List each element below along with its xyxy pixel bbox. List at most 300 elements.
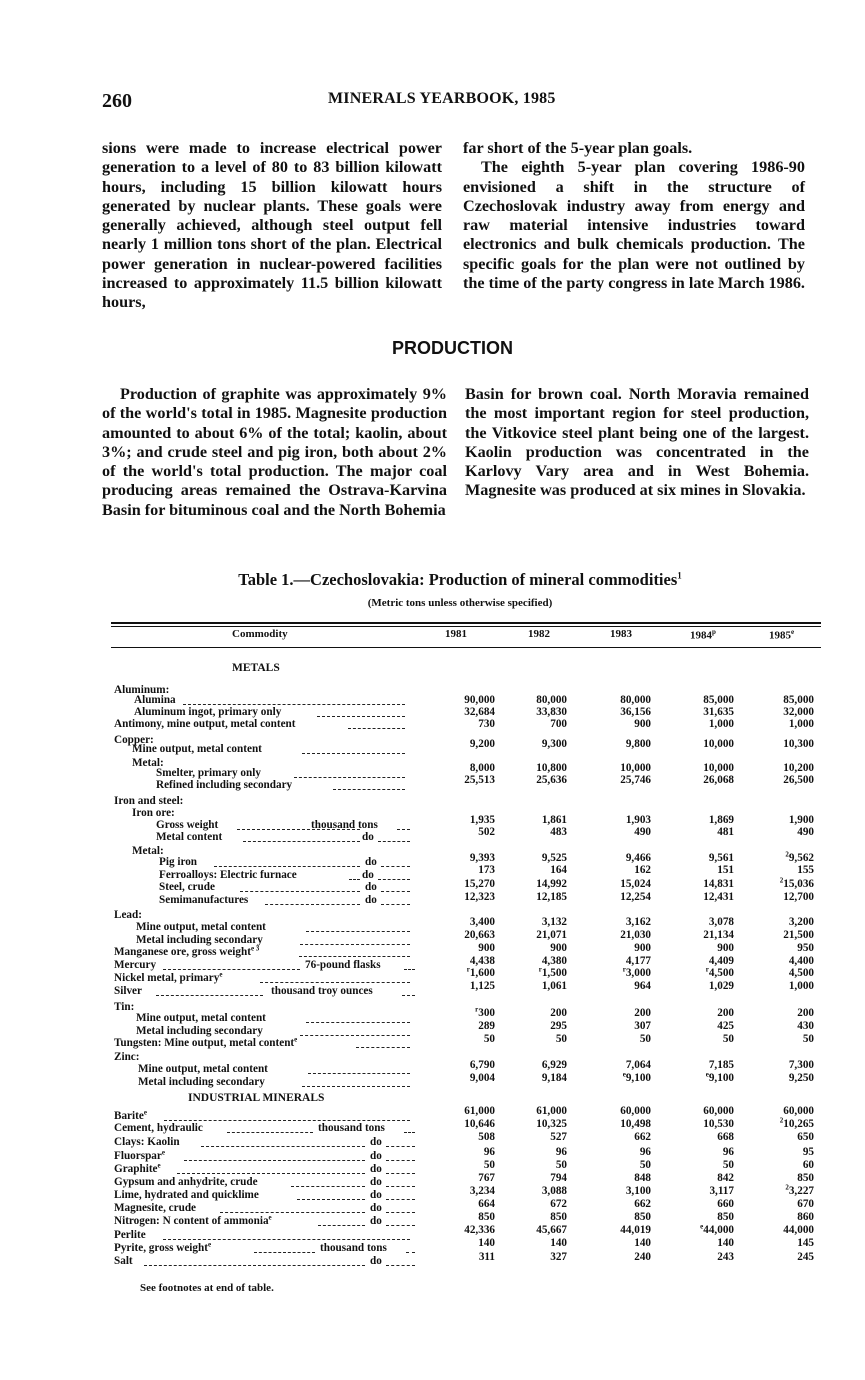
- leader-dots: [302, 1074, 410, 1087]
- leader-dots: [291, 1174, 365, 1187]
- value-cell: 96: [483, 1146, 495, 1158]
- value-cell: 21,500: [783, 929, 814, 941]
- value-cell: 12,700: [783, 891, 814, 903]
- row-unit: do: [370, 1176, 382, 1188]
- value-cell: 3,200: [788, 916, 814, 928]
- table-row: [0, 795, 865, 807]
- leader-dots: [144, 1253, 365, 1266]
- value-cell: 6,929: [541, 1059, 567, 1071]
- value-cell: 15,270: [464, 878, 495, 890]
- row-label: Smelter, primary only: [156, 767, 261, 779]
- value-cell: 10,646: [464, 1118, 495, 1130]
- value-cell: 14,992: [536, 878, 567, 890]
- leader-dots: [156, 983, 263, 996]
- value-cell: 4,177: [625, 955, 651, 967]
- row-unit: thousand troy ounces: [271, 985, 373, 997]
- row-label: Mine output, metal content: [132, 743, 262, 755]
- value-cell: 50: [802, 1033, 814, 1045]
- value-cell: 162: [634, 864, 651, 876]
- value-footnote: r: [466, 965, 470, 974]
- table-top-rule: [111, 622, 821, 624]
- value-cell: 767: [478, 1172, 495, 1184]
- value-cell: 25,513: [464, 774, 495, 786]
- footnote-note: See footnotes at end of table.: [140, 1282, 274, 1294]
- leader-dots: [302, 741, 405, 754]
- value-cell: 3,400: [469, 916, 495, 928]
- row-label: Graphite$^e$: [114, 1161, 161, 1175]
- leader-dots: [163, 1227, 410, 1240]
- value-cell: 50: [722, 1159, 734, 1171]
- value-cell: 1,869: [708, 814, 734, 826]
- unit-leader-dots: [404, 1120, 415, 1133]
- row-label: Pig iron: [159, 856, 198, 868]
- value-cell: 50: [555, 1033, 567, 1045]
- value-cell: 36,156: [620, 706, 651, 718]
- value-cell: 10,300: [783, 738, 814, 750]
- value-cell: $^e$44,000: [700, 1222, 734, 1236]
- value-cell: 50: [555, 1159, 567, 1171]
- value-cell: 173: [478, 864, 495, 876]
- production-right-paragraph: Basin for brown coal. North Moravia remained the most important region for steel production, the Vitkovice steel plant being one of the largest. Kaolin production was concentrated in the Karlovy Vary area and in West Bohemia. Magnesite was produced at six mines in Slovakia.: [465, 385, 809, 500]
- value-cell: 10,800: [536, 762, 567, 774]
- value-cell: 31,635: [703, 706, 734, 718]
- leader-dots: [299, 944, 410, 957]
- value-cell: 50: [483, 1159, 495, 1171]
- value-cell: 900: [634, 942, 651, 954]
- row-label: Fluorspar$^e$: [114, 1148, 165, 1162]
- unit-leader-dots: [406, 1240, 415, 1253]
- value-footnote: r: [705, 965, 709, 974]
- row-unit: do: [365, 894, 377, 906]
- header-1983: 1983: [610, 628, 632, 640]
- value-cell: 9,525: [541, 852, 567, 864]
- header-1984-text: 1984: [690, 629, 712, 642]
- table-title: [0, 570, 865, 590]
- value-cell: 964: [634, 980, 651, 992]
- value-cell: 45,667: [536, 1224, 567, 1236]
- unit-leader-dots: [386, 1187, 415, 1200]
- row-unit: do: [370, 1136, 382, 1148]
- row-unit: do: [362, 831, 374, 843]
- value-cell: 80,000: [620, 694, 651, 706]
- header-1982: 1982: [528, 628, 550, 640]
- row-unit: do: [370, 1189, 382, 1201]
- value-cell: 650: [797, 1131, 814, 1143]
- value-cell: 311: [478, 1251, 495, 1263]
- row-label: Tin:: [114, 1001, 135, 1013]
- row-label: Copper:: [114, 734, 154, 746]
- value-cell: 12,254: [620, 891, 651, 903]
- value-cell: 700: [550, 718, 567, 730]
- value-cell: 50: [722, 1033, 734, 1045]
- row-label: Zinc:: [114, 1051, 140, 1063]
- value-cell: 850: [717, 1211, 734, 1223]
- value-cell: 4,380: [541, 955, 567, 967]
- unit-leader-dots: [378, 829, 410, 842]
- row-label: Metal content: [156, 831, 223, 843]
- value-cell: 60,000: [620, 1105, 651, 1117]
- row-label: Metal including secondary: [136, 1025, 263, 1037]
- value-cell: 10,325: [536, 1118, 567, 1130]
- value-cell: $^2$3,227: [785, 1183, 814, 1197]
- value-cell: 85,000: [783, 694, 814, 706]
- value-cell: 850: [797, 1172, 814, 1184]
- value-cell: 730: [478, 718, 495, 730]
- value-cell: $^2$10,265: [779, 1116, 814, 1130]
- value-cell: 10,000: [703, 762, 734, 774]
- value-cell: 1,935: [469, 814, 495, 826]
- value-cell: 670: [797, 1198, 814, 1210]
- row-unit: 76-pound flasks: [305, 959, 381, 971]
- value-cell: 243: [717, 1251, 734, 1263]
- value-cell: 50: [483, 1033, 495, 1045]
- value-cell: 900: [634, 718, 651, 730]
- row-label: Aluminum:: [114, 684, 170, 696]
- row-label: Metal:: [132, 757, 164, 769]
- row-label-footnote: e: [268, 1213, 272, 1222]
- row-label-footnote: e: [157, 1161, 161, 1170]
- row-label: Mine output, metal content: [136, 1012, 266, 1024]
- value-cell: $^r$1,600: [466, 965, 495, 979]
- row-label: Pyrite, gross weight$^e$: [114, 1240, 212, 1254]
- row-unit: do: [370, 1150, 382, 1162]
- row-label: Nickel metal, primary$^e$: [114, 970, 223, 984]
- value-footnote: r: [622, 965, 626, 974]
- value-cell: 9,184: [541, 1072, 567, 1084]
- value-cell: 8,000: [469, 762, 495, 774]
- value-cell: 12,185: [536, 891, 567, 903]
- row-label: Mine output, metal content: [136, 921, 266, 933]
- leader-dots: [201, 1134, 365, 1147]
- value-cell: 151: [717, 864, 734, 876]
- value-cell: $^e$9,100: [705, 1070, 734, 1084]
- value-cell: 200: [797, 1007, 814, 1019]
- value-cell: 60,000: [703, 1105, 734, 1117]
- row-label: Magnesite, crude: [114, 1202, 197, 1214]
- row-label: Metal including secondary: [138, 1076, 265, 1088]
- value-cell: 295: [550, 1020, 567, 1032]
- value-cell: 307: [634, 1020, 651, 1032]
- value-cell: 61,000: [536, 1105, 567, 1117]
- row-unit: do: [365, 856, 377, 868]
- value-cell: 1,000: [788, 980, 814, 992]
- value-cell: 430: [797, 1020, 814, 1032]
- value-cell: 96: [555, 1146, 567, 1158]
- row-label: Cement, hydraulic: [114, 1122, 203, 1134]
- value-cell: 1,903: [625, 814, 651, 826]
- value-cell: 25,636: [536, 774, 567, 786]
- value-cell: 3,117: [709, 1185, 734, 1197]
- leader-dots: [177, 1161, 365, 1174]
- row-label: Iron ore:: [132, 807, 175, 819]
- value-cell: $^r$3,000: [622, 965, 651, 979]
- header-1985: [769, 628, 794, 642]
- value-cell: 860: [797, 1211, 814, 1223]
- value-cell: 96: [722, 1146, 734, 1158]
- value-cell: 668: [717, 1131, 734, 1143]
- value-cell: 3,100: [625, 1185, 651, 1197]
- value-cell: 6,790: [469, 1059, 495, 1071]
- value-cell: 20,663: [464, 929, 495, 941]
- value-cell: 42,336: [464, 1224, 495, 1236]
- section-title: PRODUCTION: [392, 338, 513, 358]
- row-label-footnote: e: [219, 970, 223, 979]
- value-cell: 1,000: [708, 718, 734, 730]
- value-cell: 44,000: [783, 1224, 814, 1236]
- row-label: Refined including secondary: [156, 779, 293, 791]
- row-label: Clays: Kaolin: [114, 1136, 180, 1148]
- value-cell: 4,409: [708, 955, 734, 967]
- row-unit: do: [362, 869, 374, 881]
- value-cell: 3,132: [541, 916, 567, 928]
- value-cell: 10,498: [620, 1118, 651, 1130]
- row-label: Lead:: [114, 909, 142, 921]
- value-cell: 900: [550, 942, 567, 954]
- value-cell: 1,029: [708, 980, 734, 992]
- header-1981: 1981: [445, 628, 467, 640]
- value-cell: $^e$9,100: [622, 1070, 651, 1084]
- value-cell: 850: [478, 1211, 495, 1223]
- value-footnote: 2: [785, 1183, 789, 1192]
- value-cell: 662: [634, 1131, 651, 1143]
- value-cell: 9,250: [788, 1072, 814, 1084]
- value-cell: 7,185: [708, 1059, 734, 1071]
- leader-dots: [306, 1010, 410, 1023]
- value-cell: 527: [550, 1131, 567, 1143]
- value-cell: 794: [550, 1172, 567, 1184]
- leader-dots: [254, 1240, 315, 1253]
- value-cell: 140: [550, 1237, 567, 1249]
- value-cell: 12,431: [703, 891, 734, 903]
- value-cell: 490: [634, 826, 651, 838]
- value-cell: 96: [639, 1146, 651, 1158]
- row-label: Perlite: [114, 1229, 146, 1241]
- value-cell: 850: [634, 1211, 651, 1223]
- intro-left-paragraph: sions were made to increase electrical power generation to a level of 80 to 83 billion kilowatt hours, including 15 billion kilowatt hours generated by nuclear plants. These goals were generally achieved, although steel output fell nearly 1 million tons short of the plan. Electrical power generation in nuclear-powered facilities increased to approximately 11.5 billion kilowatt hours,: [102, 139, 442, 312]
- value-cell: 200: [717, 1007, 734, 1019]
- unit-leader-dots: [381, 879, 410, 892]
- value-cell: 25,746: [620, 774, 651, 786]
- row-label: Iron and steel:: [114, 795, 184, 807]
- row-unit: do: [370, 1202, 382, 1214]
- unit-leader-dots: [386, 1200, 415, 1213]
- header-1984-flag: p: [712, 628, 716, 636]
- value-cell: 145: [797, 1237, 814, 1249]
- value-cell: 80,000: [536, 694, 567, 706]
- row-label: Nitrogen: N content of ammonia$^e$: [114, 1213, 272, 1227]
- value-cell: 12,323: [464, 891, 495, 903]
- row-label: Aluminum ingot, primary only: [134, 706, 282, 718]
- value-cell: 140: [478, 1237, 495, 1249]
- row-label: Manganese ore, gross weight$^{e 3}$: [114, 944, 260, 958]
- value-cell: 9,200: [469, 738, 495, 750]
- unit-leader-dots: [404, 957, 415, 970]
- row-label-footnote: e: [143, 1108, 147, 1117]
- row-label: Steel, crude: [159, 881, 215, 893]
- value-cell: 155: [797, 864, 814, 876]
- row-label: Lime, hydrated and quicklime: [114, 1189, 259, 1201]
- value-cell: 327: [550, 1251, 567, 1263]
- value-cell: 14,831: [703, 878, 734, 890]
- header-1985-flag: e: [791, 628, 795, 636]
- value-cell: 60,000: [783, 1105, 814, 1117]
- leader-dots: [220, 1200, 365, 1213]
- value-cell: 15,024: [620, 878, 651, 890]
- row-label: Silver: [114, 985, 142, 997]
- table-title-text: Table 1.—Czechoslovakia: Production of mineral commodities: [238, 570, 678, 589]
- intro-right-paragraph-2: The eighth 5-year plan covering 1986-90 envisioned a shift in the structure of Czechoslovak industry away from energy and raw material intensive industries toward electronics and bulk chemicals production. The specific goals for the plan were not outlined by the time of the party congress in late March 1986.: [463, 158, 805, 293]
- row-label: Ferroalloys: Electric furnace: [159, 869, 297, 881]
- unit-leader-dots: [381, 892, 410, 905]
- value-cell: 140: [717, 1237, 734, 1249]
- value-cell: 4,400: [788, 955, 814, 967]
- value-cell: 85,000: [703, 694, 734, 706]
- value-cell: 32,000: [783, 706, 814, 718]
- header-1985-text: 1985: [769, 629, 791, 642]
- header-1984: [690, 628, 716, 642]
- value-cell: 3,162: [625, 916, 651, 928]
- value-cell: 9,800: [625, 738, 651, 750]
- value-cell: 1,000: [788, 718, 814, 730]
- value-cell: 21,071: [536, 929, 567, 941]
- row-label: Metal:: [132, 845, 164, 857]
- value-footnote: r: [538, 965, 542, 974]
- leader-dots: [356, 1035, 410, 1048]
- value-cell: 490: [797, 826, 814, 838]
- value-cell: 9,466: [625, 852, 651, 864]
- value-cell: 4,500: [788, 967, 814, 979]
- unit-leader-dots: [386, 1174, 415, 1187]
- value-cell: $^r$1,500: [538, 965, 567, 979]
- unit-leader-dots: [386, 1148, 415, 1161]
- value-cell: 900: [478, 942, 495, 954]
- leader-dots: [308, 1061, 410, 1074]
- row-unit: thousand tons: [318, 1122, 385, 1134]
- row-label: Gypsum and anhydrite, crude: [114, 1176, 258, 1188]
- unit-leader-dots: [386, 1253, 415, 1266]
- row-unit: thousand tons: [311, 819, 378, 831]
- value-cell: 900: [717, 942, 734, 954]
- row-label-footnote: e: [294, 1035, 298, 1044]
- leader-dots: [184, 1148, 365, 1161]
- value-cell: 950: [797, 942, 814, 954]
- value-cell: 26,500: [783, 774, 814, 786]
- leader-dots: [265, 892, 360, 905]
- value-cell: 10,530: [703, 1118, 734, 1130]
- value-cell: 60: [802, 1159, 814, 1171]
- unit-leader-dots: [386, 1134, 415, 1147]
- unit-leader-dots: [402, 983, 415, 996]
- value-cell: 289: [478, 1020, 495, 1032]
- value-cell: $^r$300: [475, 1005, 495, 1019]
- leader-dots: [306, 919, 410, 932]
- leader-dots: [333, 777, 405, 790]
- value-cell: 3,078: [708, 916, 734, 928]
- value-cell: 9,004: [469, 1072, 495, 1084]
- value-cell: 664: [478, 1198, 495, 1210]
- row-label: Barite$^e$: [114, 1108, 147, 1122]
- section-metals: METALS: [232, 662, 280, 674]
- running-header: MINERALS YEARBOOK, 1985: [328, 90, 556, 107]
- value-cell: 1,900: [788, 814, 814, 826]
- table-subtitle: (Metric tons unless otherwise specified): [367, 597, 553, 609]
- row-label: Mine output, metal content: [138, 1063, 268, 1075]
- row-label: Alumina: [134, 694, 176, 706]
- row-label: Metal including secondary: [136, 934, 263, 946]
- value-cell: 9,561: [708, 852, 734, 864]
- value-footnote: e: [700, 1222, 704, 1231]
- table-top-rule-thin: [111, 626, 821, 627]
- intro-left-column: [102, 139, 442, 313]
- value-cell: 7,300: [788, 1059, 814, 1071]
- leader-dots: [260, 970, 410, 983]
- unit-leader-dots: [386, 1161, 415, 1174]
- value-cell: 21,030: [620, 929, 651, 941]
- value-cell: 240: [634, 1251, 651, 1263]
- value-cell: 848: [634, 1172, 651, 1184]
- value-cell: $^r$4,500: [705, 965, 734, 979]
- value-cell: 672: [550, 1198, 567, 1210]
- value-cell: 50: [639, 1033, 651, 1045]
- value-cell: 21,134: [703, 929, 734, 941]
- value-cell: $^2$15,036: [779, 876, 814, 890]
- leader-dots: [348, 716, 405, 729]
- row-unit: do: [370, 1215, 382, 1227]
- value-footnote: 2: [779, 876, 784, 885]
- value-cell: 61,000: [464, 1105, 495, 1117]
- row-unit: thousand tons: [320, 1242, 387, 1254]
- value-cell: 26,068: [703, 774, 734, 786]
- row-label: Salt: [114, 1255, 133, 1267]
- value-cell: 140: [634, 1237, 651, 1249]
- value-cell: 9,300: [541, 738, 567, 750]
- value-cell: 32,684: [464, 706, 495, 718]
- value-cell: 95: [802, 1146, 814, 1158]
- leader-dots: [243, 829, 360, 842]
- value-cell: 502: [478, 826, 495, 838]
- row-label-footnote: e: [161, 1148, 165, 1157]
- row-unit: do: [370, 1163, 382, 1175]
- value-cell: 662: [634, 1198, 651, 1210]
- table-title-footnote: 1: [677, 570, 682, 581]
- unit-leader-dots: [381, 854, 410, 867]
- value-cell: 245: [797, 1251, 814, 1263]
- row-label: Mercury: [114, 959, 157, 971]
- value-cell: 44,019: [620, 1224, 651, 1236]
- leader-dots: [163, 957, 300, 970]
- header-commodity: Commodity: [232, 628, 288, 640]
- row-label: Tungsten: Mine output, metal content$^e$: [114, 1035, 298, 1049]
- production-left-paragraph: Production of graphite was approximately 9% of the world's total in 1985. Magnesite production amounted to about 6% of the total; kaolin, about 3%; and crude steel and pig iron, both about 2% of the world's total production. The major coal producing areas remained the Ostrava-Karvina Basin for bituminous coal and the North Bohemia: [102, 385, 447, 519]
- leader-dots: [297, 1187, 365, 1200]
- value-cell: 1,125: [469, 980, 495, 992]
- production-right-column: [465, 385, 809, 501]
- row-label: Semimanufactures: [159, 894, 249, 906]
- value-cell: 7,064: [625, 1059, 651, 1071]
- value-cell: 3,088: [541, 1185, 567, 1197]
- value-cell: 508: [478, 1131, 495, 1143]
- row-unit: do: [370, 1255, 382, 1267]
- value-cell: 200: [550, 1007, 567, 1019]
- table-header-rule: [111, 647, 821, 648]
- value-footnote: 2: [779, 1116, 784, 1125]
- value-cell: 660: [717, 1198, 734, 1210]
- intro-right-column: [463, 139, 805, 293]
- value-cell: 33,830: [536, 706, 567, 718]
- value-cell: 4,438: [469, 955, 495, 967]
- value-cell: 3,234: [469, 1185, 495, 1197]
- value-cell: $^2$9,562: [785, 850, 814, 864]
